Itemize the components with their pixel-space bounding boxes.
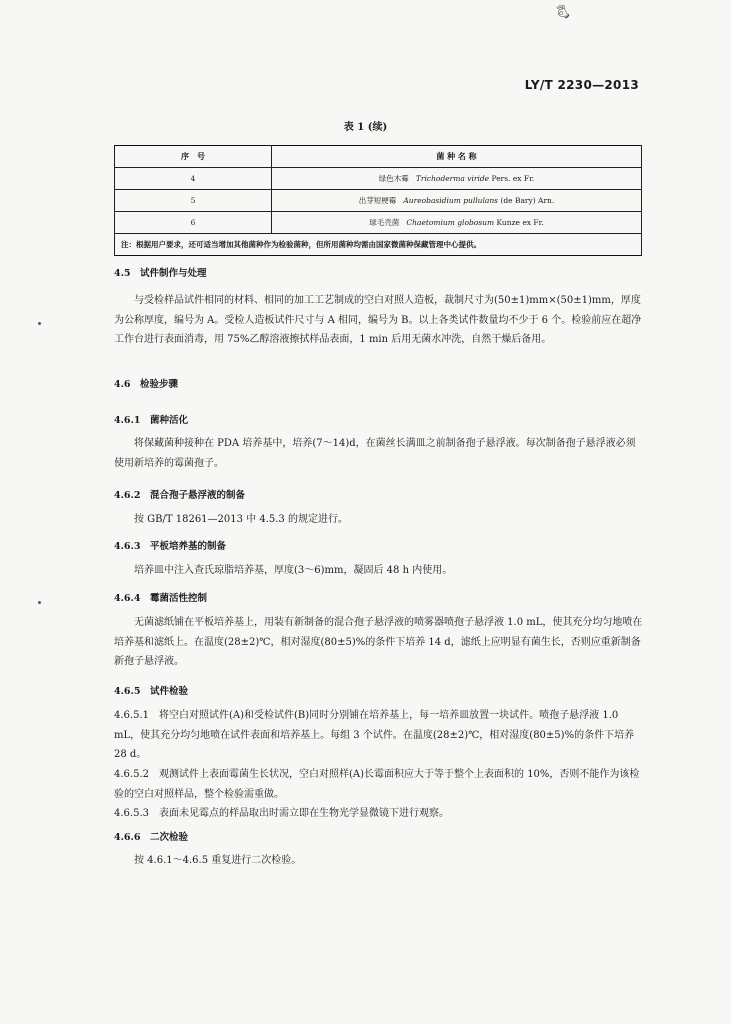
strain-latin-name: Aureobasidium pullulans	[403, 196, 498, 205]
strain-cn-name: 出芽短梗霉	[358, 196, 397, 205]
strain-authority: Kunze ex Fr.	[496, 218, 544, 227]
strain-cn-name: 绿色木霉	[378, 174, 409, 183]
section-4-6-4-text: 无菌滤纸铺在平板培养基上，用装有新制备的混合孢子悬浮液的喷雾器喷孢子悬浮液 1.0 mL，使其充分均匀地喷在培养基和滤纸上。在温度(28±2)℃，相对湿度(80±5)%的条件下培养 14 d，滤纸上应明显有菌生长，否则应重新制备新孢子悬浮液。	[114, 617, 643, 667]
section-4-6-1-heading: 4.6.1 菌种活化	[114, 415, 188, 426]
strain-latin-name: Trichoderma viride	[415, 174, 490, 183]
table-row	[115, 168, 642, 190]
strain-latin-name: Chaetomium globosum	[406, 218, 495, 227]
scan-speck	[38, 322, 41, 325]
section-4-6-5-2-text: 4.6.5.2 观测试件上表面霉菌生长状况，空白对照样(A)长霉面积应大于等于整个上表面积的 10%，否则不能作为该检验的空白对照样品，整个检验需重做。	[114, 769, 640, 800]
section-4-6-4-heading: 4.6.4 霉菌活性控制	[114, 593, 207, 604]
table-header-no: 序 号	[115, 146, 272, 168]
section-4-6-heading: 4.6 检验步骤	[114, 379, 179, 390]
table-header-name: 菌 种 名 称	[272, 146, 642, 168]
table-note-row	[115, 234, 642, 256]
scan-speck	[38, 601, 41, 604]
section-4-6-3-text: 培养皿中注入查氏琼脂培养基，厚度(3～6)mm，凝固后 48 h 内使用。	[134, 565, 453, 576]
strain-authority: (de Bary) Arn.	[500, 196, 555, 205]
section-4-6-1-text: 将保藏菌种接种在 PDA 培养基中，培养(7～14)d，在菌丝长满皿之前制备孢子悬浮液。每次制备孢子悬浮液必须使用新培养的霉菌孢子。	[114, 438, 636, 469]
strain-table	[114, 145, 642, 256]
table-row	[115, 190, 642, 212]
table-cell-no: 5	[115, 190, 272, 212]
table-cell-name	[272, 212, 642, 234]
table-note: 注：根据用户要求，还可适当增加其他菌种作为检验菌种，但所用菌种均需由国家微菌种保藏管理中心提供。	[115, 234, 642, 256]
table-header-row	[115, 146, 642, 168]
strain-cn-name: 球毛壳菌	[369, 218, 400, 227]
section-4-5-text: 与受检样品试件相同的材料、相同的加工工艺制成的空白对照人造板，裁制尺寸为(50±1)mm×(50±1)mm，厚度为公称厚度，编号为 A。受检人造板试件尺寸与 A 相同，编号为 B。以上各类试件数量均不少于 6 个。检验前应在超净工作台进行表面消毒，用 75%乙醇溶液擦拭样品表面，1 min 后用无菌水冲洗，自然干燥后备用。	[114, 295, 642, 345]
section-4-5-heading: 4.5 试件制作与处理	[114, 268, 207, 279]
top-mark: 🖏	[556, 6, 570, 21]
section-4-6-5-heading: 4.6.5 试件检验	[114, 686, 188, 697]
section-4-6-6-heading: 4.6.6 二次检验	[114, 832, 188, 843]
section-4-6-5-3-text: 4.6.5.3 表面未见霉点的样品取出时需立即在生物光学显微镜下进行观察。	[114, 808, 449, 819]
table-cell-no: 6	[115, 212, 272, 234]
table-cell-no: 4	[115, 168, 272, 190]
table-title: 表 1 (续)	[343, 122, 388, 133]
section-4-6-3-heading: 4.6.3 平板培养基的制备	[114, 541, 226, 552]
document-id: LY/T 2230—2013	[524, 78, 639, 92]
section-4-6-6-text: 按 4.6.1～4.6.5 重复进行二次检验。	[134, 855, 302, 866]
table-row	[115, 212, 642, 234]
table-cell-name	[272, 190, 642, 212]
table-cell-name	[272, 168, 642, 190]
section-4-6-2-text: 按 GB/T 18261—2013 中 4.5.3 的规定进行。	[134, 514, 348, 525]
strain-authority: Pers. ex Fr.	[491, 174, 535, 183]
section-4-6-2-heading: 4.6.2 混合孢子悬浮液的制备	[114, 490, 245, 501]
section-4-6-5-1-text: 4.6.5.1 将空白对照试件(A)和受检试件(B)同时分别铺在培养基上，每一培养皿放置一块试件。喷孢子悬浮液 1.0 mL，使其充分均匀地喷在试件表面和培养基上。每组 3 个试件。在温度(28±2)℃，相对湿度(80±5)%的条件下培养 28 d。	[114, 710, 635, 760]
